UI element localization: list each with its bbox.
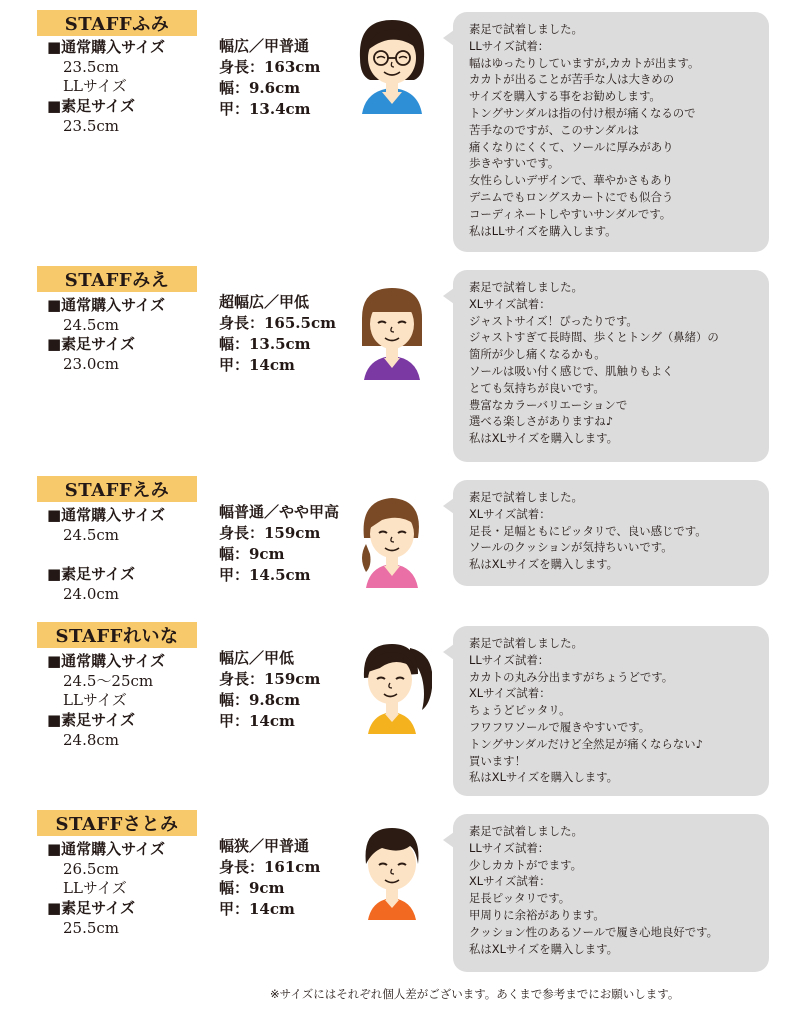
comment-line: LLサイズ試着： — [469, 38, 550, 53]
barefoot-size-value: 24.0cm — [63, 584, 120, 603]
regular-size-label: ■通常購入サイズ — [47, 38, 165, 56]
barefoot-size-label: ■素足サイズ — [47, 899, 135, 918]
comment-line: 私はXLサイズを購入します。 — [469, 941, 619, 956]
comment-line: 歩きやすいです。 — [469, 156, 560, 171]
woman-bob-avatar-icon — [352, 280, 432, 380]
comment-line: 幅はゆったりしていますが,カカトが出ます。 — [469, 55, 700, 70]
foot-type: 幅広／甲低 — [219, 649, 295, 667]
instep: 甲：14cm — [219, 356, 295, 374]
comment-line: XLサイズ試着： — [469, 506, 551, 521]
instep: 甲：14.5cm — [219, 566, 311, 584]
comment-line: クッション性のあるソールで履き心地良好です。 — [469, 924, 718, 939]
height: 身長：159cm — [219, 524, 321, 542]
regular-size-value: 24.5〜25cm — [63, 671, 154, 690]
comment-line: 豊富なカラーバリエーションで — [469, 397, 628, 412]
woman-side-ponytail-avatar-icon — [352, 488, 432, 588]
comment-line: 素足で試着しました。 — [469, 490, 583, 504]
comment-line: 女性らしいデザインで、華やかさもあり — [469, 173, 674, 188]
foot-width: 幅：9.8cm — [219, 691, 301, 709]
woman-ponytail-avatar-icon — [352, 634, 432, 734]
instep: 甲：13.4cm — [219, 100, 311, 118]
size-info — [47, 652, 165, 751]
foot-width: 幅：13.5cm — [219, 335, 311, 353]
comment-line: XLサイズ試着： — [469, 874, 551, 889]
foot-width: 幅：9.6cm — [219, 79, 301, 97]
comment-line: 苦手なのですが、このサンダルは — [469, 122, 639, 137]
comment-line: とても気持ちが良いです。 — [469, 380, 605, 395]
staff-name-tag: STAFFみえ — [37, 266, 197, 292]
instep: 甲：14cm — [219, 712, 295, 730]
comment-line: ジャストサイズ！ぴったりです。 — [469, 313, 638, 328]
barefoot-size-value: 23.5cm — [63, 116, 120, 135]
size-info — [47, 840, 165, 939]
comment-line: 痛くなりにくくて、ソールに厚みがあり — [469, 139, 674, 154]
regular-size-label: ■通常購入サイズ — [47, 506, 165, 524]
foot-measurements — [219, 502, 339, 586]
comment-line: トングサンダルだけど全然足が痛くならない♪ — [469, 736, 703, 751]
comment-line: 素足で試着しました。 — [469, 280, 583, 294]
foot-width: 幅：9cm — [219, 879, 285, 897]
staff-name-tag: STAFFえみ — [37, 476, 197, 502]
barefoot-size-value: 23.0cm — [63, 355, 120, 374]
comment-line: 私はXLサイズを購入します。 — [469, 431, 619, 446]
foot-width: 幅：9cm — [219, 545, 285, 563]
comment-line: 素足で試着しました。 — [469, 22, 583, 36]
short-hair-avatar-icon — [352, 820, 432, 920]
comment-bubble — [453, 480, 769, 586]
regular-size-value: LLサイズ — [63, 77, 127, 96]
comment-line: カカトが出ることが苦手な人は大きめの — [469, 72, 675, 87]
size-info — [47, 506, 165, 605]
comment-line: 足長・足幅ともにピッタリで、良い感じです。 — [469, 523, 707, 538]
barefoot-size-label: ■素足サイズ — [47, 335, 135, 354]
comment-line: XLサイズ試着： — [469, 686, 551, 701]
regular-size-label: ■通常購入サイズ — [47, 840, 165, 858]
comment-line: 素足で試着しました。 — [469, 636, 583, 650]
woman-glasses-avatar-icon — [352, 14, 432, 114]
regular-size-value: 26.5cm — [63, 859, 120, 878]
comment-line: サイズを購入する事をお勧めします。 — [469, 89, 661, 104]
size-info — [47, 296, 165, 375]
comment-line: 私はXLサイズを購入します。 — [469, 770, 619, 785]
comment-bubble — [453, 12, 769, 252]
comment-line: 足長ピッタリです。 — [469, 891, 571, 906]
barefoot-size-label: ■素足サイズ — [47, 97, 135, 116]
staff-name-tag: STAFFさとみ — [37, 810, 197, 836]
comment-bubble — [453, 270, 769, 462]
comment-line: ソールは吸い付く感じで、肌触りもよく — [469, 363, 674, 378]
barefoot-size-value: 24.8cm — [63, 730, 120, 749]
instep: 甲：14cm — [219, 900, 295, 918]
comment-line: ソールのクッションが気持ちいいです。 — [469, 540, 673, 555]
regular-size-value: 24.5cm — [63, 315, 120, 334]
foot-measurements — [219, 292, 336, 376]
staff-name-tag: STAFFふみ — [37, 10, 197, 36]
comment-line: LLサイズ試着： — [469, 840, 550, 855]
height: 身長：165.5cm — [219, 314, 336, 332]
regular-size-value: 23.5cm — [63, 57, 120, 76]
regular-size-value: 24.5cm — [63, 525, 120, 544]
barefoot-size-label: ■素足サイズ — [47, 711, 135, 730]
height: 身長：161cm — [219, 858, 321, 876]
comment-line: XLサイズ試着： — [469, 296, 551, 311]
comment-bubble — [453, 626, 769, 796]
comment-line: LLサイズ試着： — [469, 652, 550, 667]
foot-type: 幅狭／甲普通 — [219, 837, 310, 855]
comment-line: ちょうどピッタリ。 — [469, 703, 571, 718]
comment-line: 少しカカトがでます。 — [469, 857, 582, 872]
comment-line: フワフワソールで履きやすいです。 — [469, 719, 651, 734]
barefoot-size-label: ■素足サイズ — [47, 565, 135, 584]
comment-line: 甲周りに余裕があります。 — [469, 907, 605, 922]
barefoot-size-value: 25.5cm — [63, 918, 120, 937]
height: 身長：159cm — [219, 670, 321, 688]
comment-line: ジャストすぎて長時間、歩くとトング（鼻緒）の — [469, 330, 719, 345]
foot-type: 幅普通／やや甲高 — [219, 503, 340, 521]
comment-line: トングサンダルは指の付け根が痛くなるので — [469, 105, 696, 120]
comment-line: 選べる楽しさがありますね♪ — [469, 414, 613, 429]
regular-size-label: ■通常購入サイズ — [47, 652, 165, 670]
footnote: ※サイズにはそれぞれ個人差がございます。あくまで参考までにお願いします。 — [270, 987, 680, 1001]
comment-line: 買います！ — [469, 753, 526, 768]
regular-size-label: ■通常購入サイズ — [47, 296, 165, 314]
regular-size-value: LLサイズ — [63, 879, 127, 898]
size-info — [47, 38, 165, 137]
comment-line: デニムでもロングスカートにでも似合う — [469, 189, 674, 204]
comment-line: カカトの丸み分出ますがちょうどです。 — [469, 669, 674, 684]
foot-measurements — [219, 36, 320, 120]
comment-line: 私はLLサイズを購入します。 — [469, 223, 617, 238]
regular-size-value: LLサイズ — [63, 691, 127, 710]
foot-type: 幅広／甲普通 — [219, 37, 310, 55]
comment-line: 箇所が少し痛くなるかも。 — [469, 347, 606, 362]
foot-measurements — [219, 648, 320, 732]
comment-bubble — [453, 814, 769, 972]
foot-type: 超幅広／甲低 — [219, 293, 310, 311]
height: 身長：163cm — [219, 58, 321, 76]
comment-line: コーディネートしやすいサンダルです。 — [469, 206, 672, 221]
staff-name-tag: STAFFれいな — [37, 622, 197, 648]
foot-measurements — [219, 836, 320, 920]
comment-line: 素足で試着しました。 — [469, 824, 583, 838]
spacer — [47, 545, 165, 565]
comment-line: 私はXLサイズを購入します。 — [469, 557, 619, 572]
